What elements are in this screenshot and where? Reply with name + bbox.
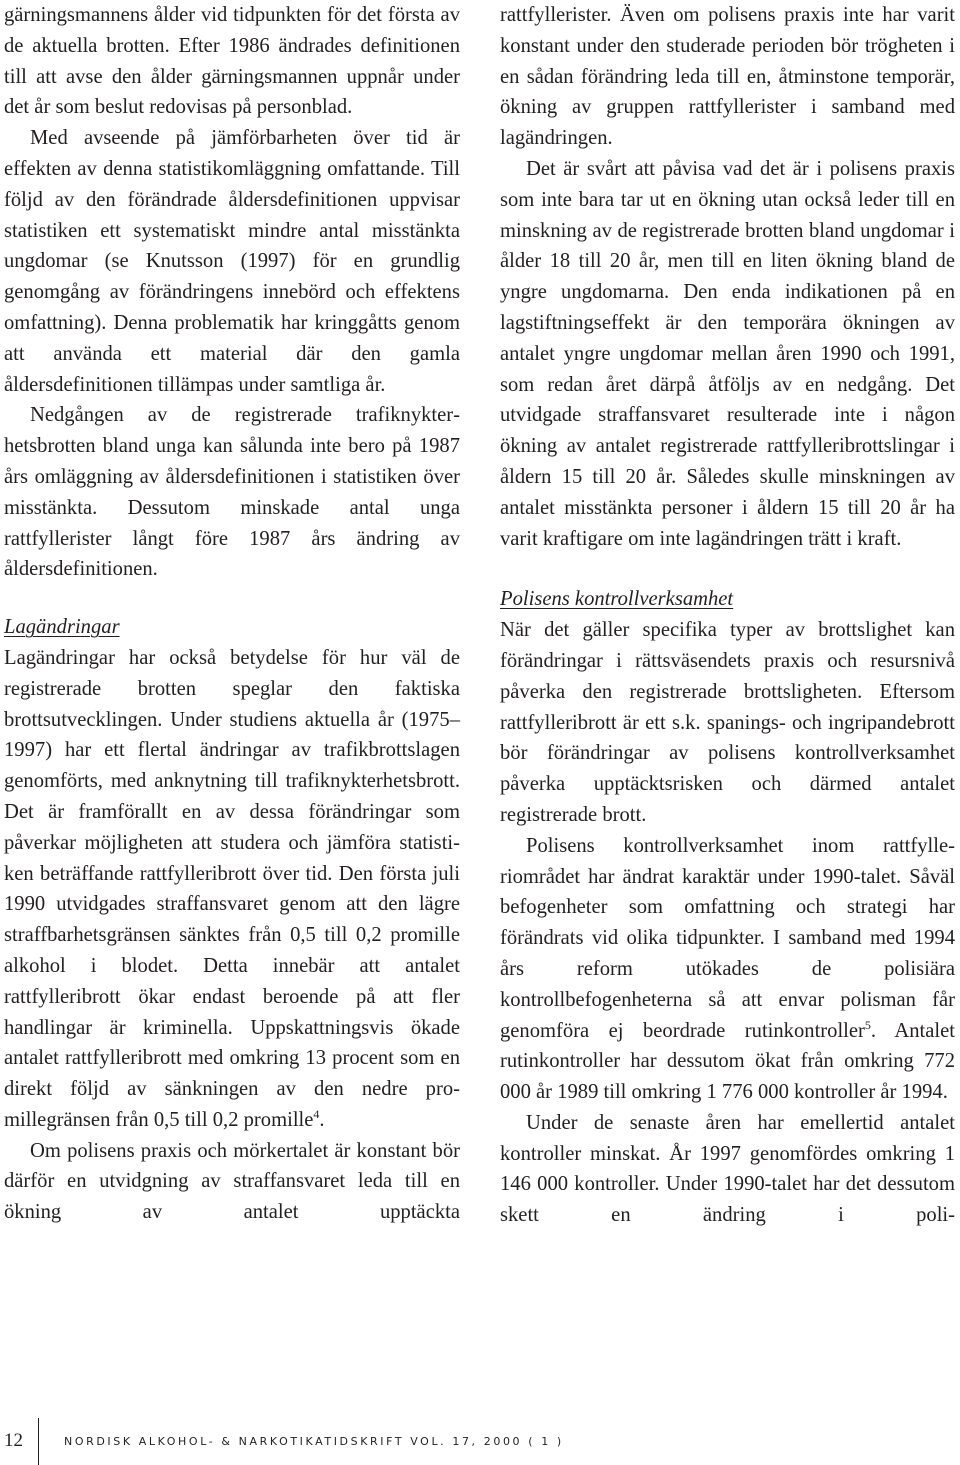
paragraph-text-end: .	[319, 1108, 325, 1131]
section-heading: Lagändringar	[4, 616, 120, 639]
paragraph: Om polisens praxis och mörkertalet är konstant bör därför en utvidgning av straffansvaret leda till en ökning av antalet upptäckta	[4, 1139, 460, 1224]
footer-divider	[38, 1418, 39, 1465]
paragraph: Nedgången av de registrerade trafiknykterhetsbrotten bland unga kan sålunda inte bero på 1987 års omläggning av åldersdefinitionen i statistiken över misstänkta. Dessutom minskade antal unga rattfyllerister långt före 1987 års ändring av åldersdefinitionen.	[4, 404, 460, 581]
page-number: 12	[4, 1430, 23, 1451]
paragraph-text: Lagändringar har också betydelse för hur väl de registrerade brotten speglar den faktiska brottsutvecklingen. Under studiens aktuella år (1975–1997) har ett flertal ändringar av trafikbrottslagen genomförts, med anknytning till trafiknykterhetsbrott. Det är framförallt en av dessa förändringar som påverkar möjligheten att studera och jämföra statistiken beträffande rattfylleribrott över tid. Den första juli 1990 utvidgades straffansvaret genom att den lägre straffbarhetsgränsen sänktes från 0,5 till 0,2 promille alkohol i blodet. Detta innebär att antalet rattfylleribrott ökar endast beroende på att fler handlingar är kriminella. Uppskattningsvis ökade antalet rattfylleribrott med omkring 13 procent som en direkt följd av sänkningen av den nedre promillegränsen från 0,5 till 0,2 promille	[4, 646, 460, 1131]
paragraph: När det gäller specifika typer av brottslighet kan förändringar i rättsväsendets praxis och resursnivå påverka den registrerade brottsligheten. Eftersom rattfylleribrott är ett s.k. spanings- och ingripandebrott bör förändringar av polisens kontrollverksamhet påverka upptäcktsrisken och därmed antalet registrerade brott.	[500, 619, 955, 826]
right-column	[500, 0, 955, 1231]
paragraph: rattfyllerister. Även om polisens praxis inte har varit konstant under den studerade perioden bör trögheten i en sådan förändring leda till en, åtminstone temporär, ökning av gruppen rattfyllerister i samband med lagändringen.	[500, 4, 955, 150]
paragraph: gärningsmannens ålder vid tidpunkten för det första av de aktuella brotten. Efter 1986 ändrades definitionen till att avse den ålder gärningsmannen uppnår under det år som beslut redovisas på personblad.	[4, 4, 460, 119]
paragraph	[4, 643, 460, 1136]
footnote-ref[interactable]: 5	[864, 1017, 871, 1032]
journal-title: NORDISK ALKOHOL- & NARKOTIKATIDSKRIFT VOL. 17, 2000 ( 1 )	[64, 1435, 564, 1448]
left-column	[4, 0, 460, 1228]
footnote-ref[interactable]: 4	[313, 1106, 320, 1121]
paragraph: Med avseende på jämförbarheten över tid är effekten av denna statistikomläggning omfattande. Till följd av den förändrade åldersdefinitionen uppvisar statistiken ett systematiskt mindre antal misstänkta ungdomar (se Knutsson (1997) för en grundlig genomgång av förändringens innebörd och effektens omfattning). Denna problematik har kringgåtts genom att använda ett material där den gamla åldersdefinitionen tillämpas under samtliga år.	[4, 127, 460, 396]
paragraph-text: Polisens kontrollverksamhet inom rattfylleriområdet har ändrat karaktär under 1990-talet. Såväl befogenheter som omfattning och strategi har förändrats vid olika tidpunkter. I samband med 1994 års reform utökades de polisiära kontrollbefogenheterna så att envar polisman får genomföra ej beordrade rutinkontroller	[500, 834, 955, 1042]
paragraph-text-end: . Antalet rutinkontroller har dessutom ökat från omkring 772 000 år 1989 till omkring 1 776 000 kontroller år 1994.	[500, 1019, 955, 1104]
section-heading: Polisens kontrollverksamhet	[500, 588, 734, 611]
paragraph	[500, 831, 955, 1108]
paragraph: Under de senaste åren har emellertid antalet kontroller minskat. År 1997 genomfördes omkring 1 146 000 kontroller. Under 1990-talet har det dessutom skett en ändring i poli-	[500, 1111, 955, 1227]
paragraph: Det är svårt att påvisa vad det är i polisens praxis som inte bara tar ut en ökning utan också leder till en minskning av de registrerade brotten bland ungdomar i ålder 18 till 20 år, men till en liten ökning bland de yngre ungdomarna. Den enda indikationen på en lagstiftningseffekt är den temporära ökningen av antalet yngre ungdomar mellan åren 1990 och 1991, som redan året därpå åtföljs av en nedgång. Det utvidgade straffansvaret resulterade inte i någon ökning av antalet registrerade rattfylleribrottslingar i åldern 15 till 20 år. Således skulle minskningen av antalet misstänkta personer i åldern 15 till 20 år ha varit kraftigare om inte lagändringen trätt i kraft.	[500, 157, 955, 550]
